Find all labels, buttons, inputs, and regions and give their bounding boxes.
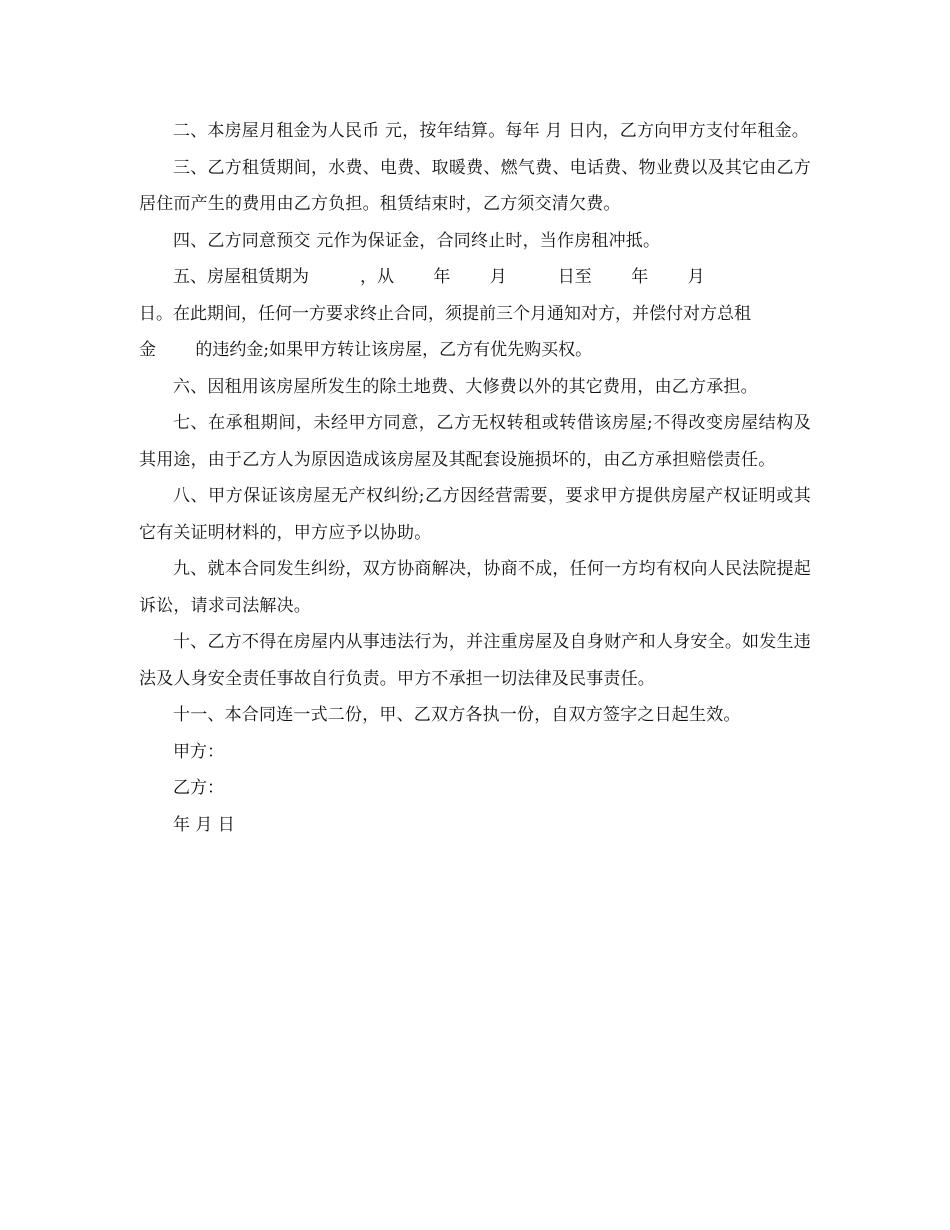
clause-9: 九、就本合同发生纠纷，双方协商解决，协商不成，任何一方均有权向人民法院提起诉讼，请求司法解决。: [139, 559, 811, 616]
clause-8: 八、甲方保证该房屋无产权纠纷;乙方因经营需要，要求甲方提供房屋产权证明或其它有关证明材料的，甲方应予以协助。: [139, 486, 811, 543]
clause-6: 六、因租用该房屋所发生的除土地费、大修费以外的其它费用，由乙方承担。: [173, 376, 758, 397]
clause-3: 三、乙方租赁期间，水费、电费、取暖费、燃气费、电话费、物业费以及其它由乙方居住而产生的费用由乙方负担。租赁结束时，乙方须交清欠费。: [139, 157, 811, 214]
clause-10: 十、乙方不得在房屋内从事违法行为，并注重房屋及自身财产和人身安全。如发生违法及人身安全责任事故自行负责。甲方不承担一切法律及民事责任。: [139, 632, 811, 689]
clause-5-line-1: 五、房屋租赁期为 ，从 年 月 日至 年 月: [173, 267, 705, 287]
party-a-signature-label: 甲方：: [173, 741, 224, 762]
clause-5-line-3: 金 的违约金;如果甲方转让该房屋，乙方有优先购买权。: [139, 340, 593, 360]
contract-body: [139, 113, 811, 843]
signing-date: 年 月 日: [173, 814, 235, 835]
clause-4: 四、乙方同意预交 元作为保证金，合同终止时，当作房租冲抵。: [173, 230, 661, 251]
clause-5-line-2: 日。在此期间，任何一方要求终止合同，须提前三个月通知对方，并偿付对方总租: [139, 303, 751, 324]
clause-2: 二、本房屋月租金为人民币 元，按年结算。每年 月 日内，乙方向甲方支付年租金。: [173, 121, 810, 141]
party-b-signature-label: 乙方：: [173, 778, 224, 798]
clause-7: 七、在承租期间，未经甲方同意，乙方无权转租或转借该房屋;不得改变房屋结构及其用途，由于乙方人为原因造成该房屋及其配套设施损坏的，由乙方承担赔偿责任。: [139, 413, 811, 470]
clause-11: 十一、本合同连一式二份，甲、乙双方各执一份，自双方签字之日起生效。: [173, 705, 741, 725]
